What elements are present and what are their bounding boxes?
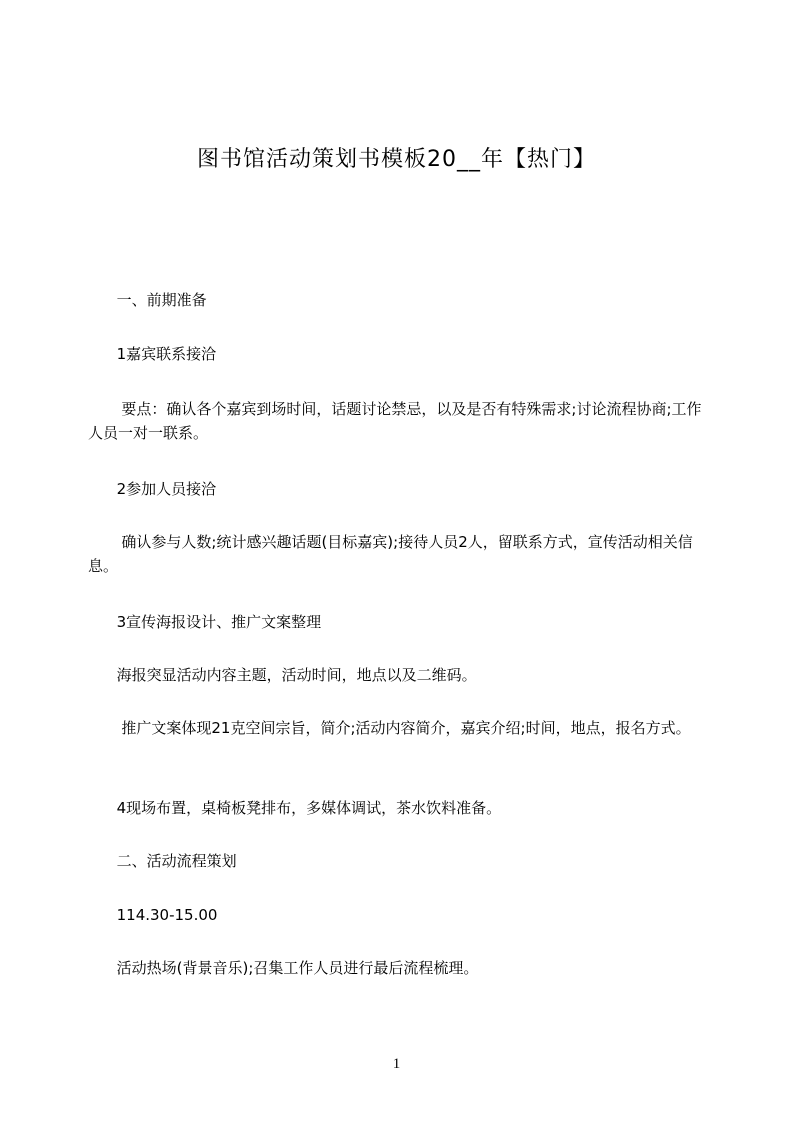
page-number: 1 <box>392 1056 401 1072</box>
paragraph-poster-content: 海报突显活动内容主题，活动时间，地点以及二维码。 <box>88 666 477 684</box>
paragraph-guest-keypoints: 要点：确认各个嘉宾到场时间，话题讨论禁忌，以及是否有特殊需求;讨论流程协商;工作人员一对一联系。 <box>88 400 702 442</box>
document-title: 图书馆活动策划书模板20__年【热门】 <box>197 147 596 172</box>
item-participant-contact: 2参加人员接洽 <box>88 480 217 498</box>
section-heading-flow: 二、活动流程策划 <box>88 852 237 870</box>
item-poster-design: 3宣传海报设计、推广文案整理 <box>88 613 322 631</box>
item-venue-setup: 4现场布置，桌椅板凳排布，多媒体调试，茶水饮料准备。 <box>88 799 502 817</box>
paragraph-participant-details: 确认参与人数;统计感兴趣话题(目标嘉宾);接待人员2人，留联系方式，宣传活动相关信息。 <box>88 533 693 575</box>
section-heading-preparation: 一、前期准备 <box>88 291 207 309</box>
item-guest-contact: 1嘉宾联系接洽 <box>88 345 217 363</box>
paragraph-warmup: 活动热场(背景音乐);召集工作人员进行最后流程梳理。 <box>88 959 479 977</box>
paragraph-promotion-copy: 推广文案体现21克空间宗旨，简介;活动内容简介，嘉宾介绍;时间，地点，报名方式。 <box>88 719 691 737</box>
flow-time-slot: 114.30-15.00 <box>88 906 218 924</box>
